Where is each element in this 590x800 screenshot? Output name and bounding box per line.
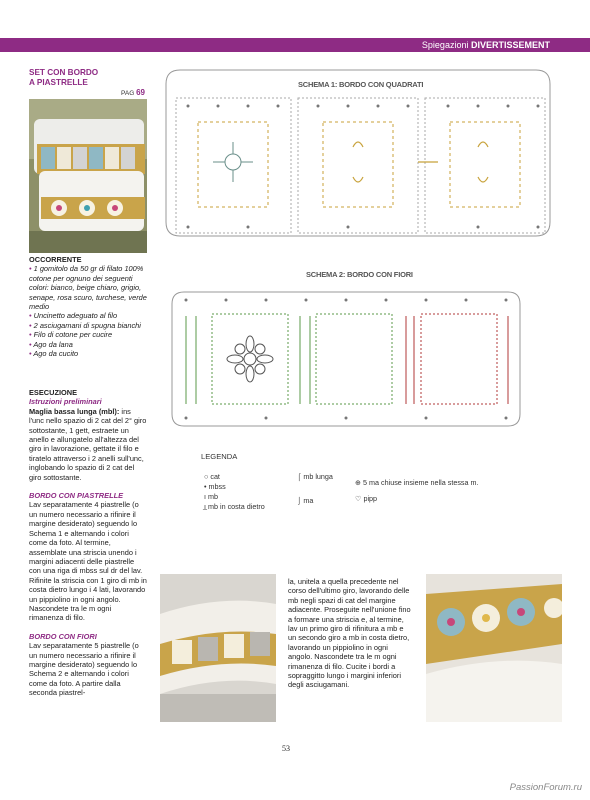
flowers-border-heading: BORDO CON FIORI bbox=[29, 631, 97, 641]
middle-column-text: la, unitela a quella precedente nel corso dell'ultimo giro, lavorando delle mb negli spazi di cat del margine adiacente. Proseguite nell'unione fino a formare una striscia e, al termine, lav un primo giro di rifinitura a mb e un secondo giro a mb in costa dietro, lavorando un pippiolino in ogni angolo. Nascondete tra le m ogni rimanenza di filo. Cucite i bordi a sopraggitto lungo i margini inferiori degli asciugamani. bbox=[288, 577, 411, 690]
section-header bbox=[422, 38, 550, 52]
legend-label: pipp bbox=[363, 494, 378, 503]
materials-section bbox=[29, 255, 147, 358]
materials-item: • Ago da cucito bbox=[29, 349, 79, 359]
chain-symbol-icon: ○ bbox=[204, 472, 211, 481]
legend-label: mb lunga bbox=[303, 472, 333, 481]
schema2-title: SCHEMA 2: BORDO CON FIORI bbox=[306, 270, 413, 279]
materials-list bbox=[29, 264, 147, 358]
mbl-term: Maglia bassa lunga (mbl): bbox=[29, 406, 120, 416]
cluster-icon: ⊕ bbox=[355, 478, 364, 487]
double-crochet-icon: ⌡ bbox=[297, 496, 304, 505]
legend-item-5ma bbox=[355, 478, 478, 487]
legend-label: mbss bbox=[208, 482, 226, 491]
project-photo bbox=[29, 99, 147, 253]
legend-item-mb-costa bbox=[204, 502, 265, 511]
mbl-text: ins l'unc nello spazio di 2 cat del 2° giro sottostante, 1 gett, estraete un anello e allungatelo all'altezza del giro in lavorazione, gettate il filo e tiratelo attraverso i 2 anelli sull'unc, inglobando lo spazio di 2 cat del giro sottostante. bbox=[29, 406, 147, 482]
legend-item-pipp bbox=[355, 494, 377, 503]
tiles-border-photo-illustration bbox=[160, 574, 276, 722]
page-number: 53 bbox=[282, 744, 290, 753]
single-crochet-icon: ı bbox=[204, 492, 208, 501]
flowers-border-text: Lav separatamente 5 piastrelle (o un numero necessario a rifinire il margine desiderato) seguendo lo Schema 2 e alternando i colori come da foto. A partire dalla seconda piastrel- bbox=[29, 641, 139, 698]
back-loop-icon: ı̲ bbox=[204, 502, 208, 511]
materials-item: • 2 asciugamani di spugna bianchi bbox=[29, 320, 141, 330]
materials-item: • Uncinetto adeguato al filo bbox=[29, 311, 118, 321]
article-title bbox=[29, 68, 147, 88]
legend-label: mb in costa dietro bbox=[208, 502, 265, 511]
materials-heading: OCCORRENTE bbox=[29, 255, 82, 264]
section-prefix: Spiegazioni bbox=[421, 40, 469, 50]
materials-item-text: Ago da cucito bbox=[33, 349, 79, 359]
page-ref-number: 69 bbox=[136, 88, 145, 97]
legend-item-mbss bbox=[204, 482, 226, 491]
materials-item-text: 2 asciugamani di spugna bianchi bbox=[33, 320, 141, 330]
materials-item: • Filo di cotone per cucire bbox=[29, 330, 113, 340]
materials-item-text: Ago da lana bbox=[33, 339, 73, 349]
slip-stitch-icon: • bbox=[204, 482, 209, 491]
legend-item-ma bbox=[297, 496, 313, 505]
article-title-line2: A PIASTRELLE bbox=[29, 78, 88, 87]
tiles-border-text: Lav separatamente 4 piastrelle (o un numero necessario a rifinire il margine desiderato) seguendo lo Schema 1 e alternando i colori come da foto. Al termine, assemblate una striscia unendo i margini adiacenti delle piastrelle con una riga di mbss sul dr del lav. Rifinite la striscia con 1 giro di mb in costa dietro lungo i 4 lati, lavorando un pippiolino in ogni angolo. Nascondete tra le m ogni rimanenza di filo. bbox=[29, 500, 147, 623]
mbl-paragraph bbox=[29, 407, 147, 482]
schema2-diagram bbox=[166, 286, 526, 434]
legend-label: 5 ma chiuse insieme nella stessa m. bbox=[363, 478, 479, 487]
schema1-title: SCHEMA 1: BORDO CON QUADRATI bbox=[298, 80, 424, 89]
instructions-section bbox=[29, 388, 147, 698]
legend-title: LEGENDA bbox=[201, 452, 238, 461]
flowers-border-photo-illustration bbox=[426, 574, 562, 722]
instructions-heading: ESECUZIONE bbox=[29, 388, 78, 397]
page-ref-prefix: PAG bbox=[121, 90, 135, 97]
page-reference bbox=[121, 88, 145, 97]
detail-photo-2 bbox=[426, 574, 562, 722]
picot-icon: ♡ bbox=[355, 494, 364, 503]
legend-item-mb bbox=[204, 492, 218, 501]
legend-label: cat bbox=[210, 472, 220, 481]
legend-item-mb-lunga bbox=[297, 472, 333, 481]
long-single-crochet-icon: ⌠ bbox=[297, 472, 304, 481]
materials-item: • 1 gomitolo da 50 gr di filato 100% cotone per ognuno dei seguenti colori: bianco, beige chiaro, grigio, senape, rosa scuro, turchese, verde medio bbox=[29, 264, 147, 312]
materials-item-text: Filo di cotone per cucire bbox=[33, 330, 113, 340]
legend-label: mb bbox=[208, 492, 218, 501]
article-title-line1: SET CON BORDO bbox=[29, 68, 99, 77]
detail-photo-1 bbox=[160, 574, 276, 722]
section-title: DIVERTISSEMENT bbox=[470, 40, 550, 50]
legend-item-cat bbox=[204, 472, 220, 481]
schema1-diagram bbox=[158, 62, 558, 242]
legend-label: ma bbox=[303, 496, 314, 505]
tiles-border-heading: BORDO CON PIASTRELLE bbox=[29, 491, 124, 501]
instructions-subheading: Istruzioni preliminari bbox=[29, 397, 102, 407]
materials-item: • Ago da lana bbox=[29, 339, 73, 349]
materials-item-text: Uncinetto adeguato al filo bbox=[33, 311, 118, 321]
towels-photo-illustration bbox=[29, 99, 147, 253]
materials-item-text: 1 gomitolo da 50 gr di filato 100% cotone per ognuno dei seguenti colori: bianco, beige chiaro, grigio, senape, rosa scuro, turchese, verde medio bbox=[29, 264, 147, 312]
watermark-text: PassionForum.ru bbox=[509, 782, 582, 793]
